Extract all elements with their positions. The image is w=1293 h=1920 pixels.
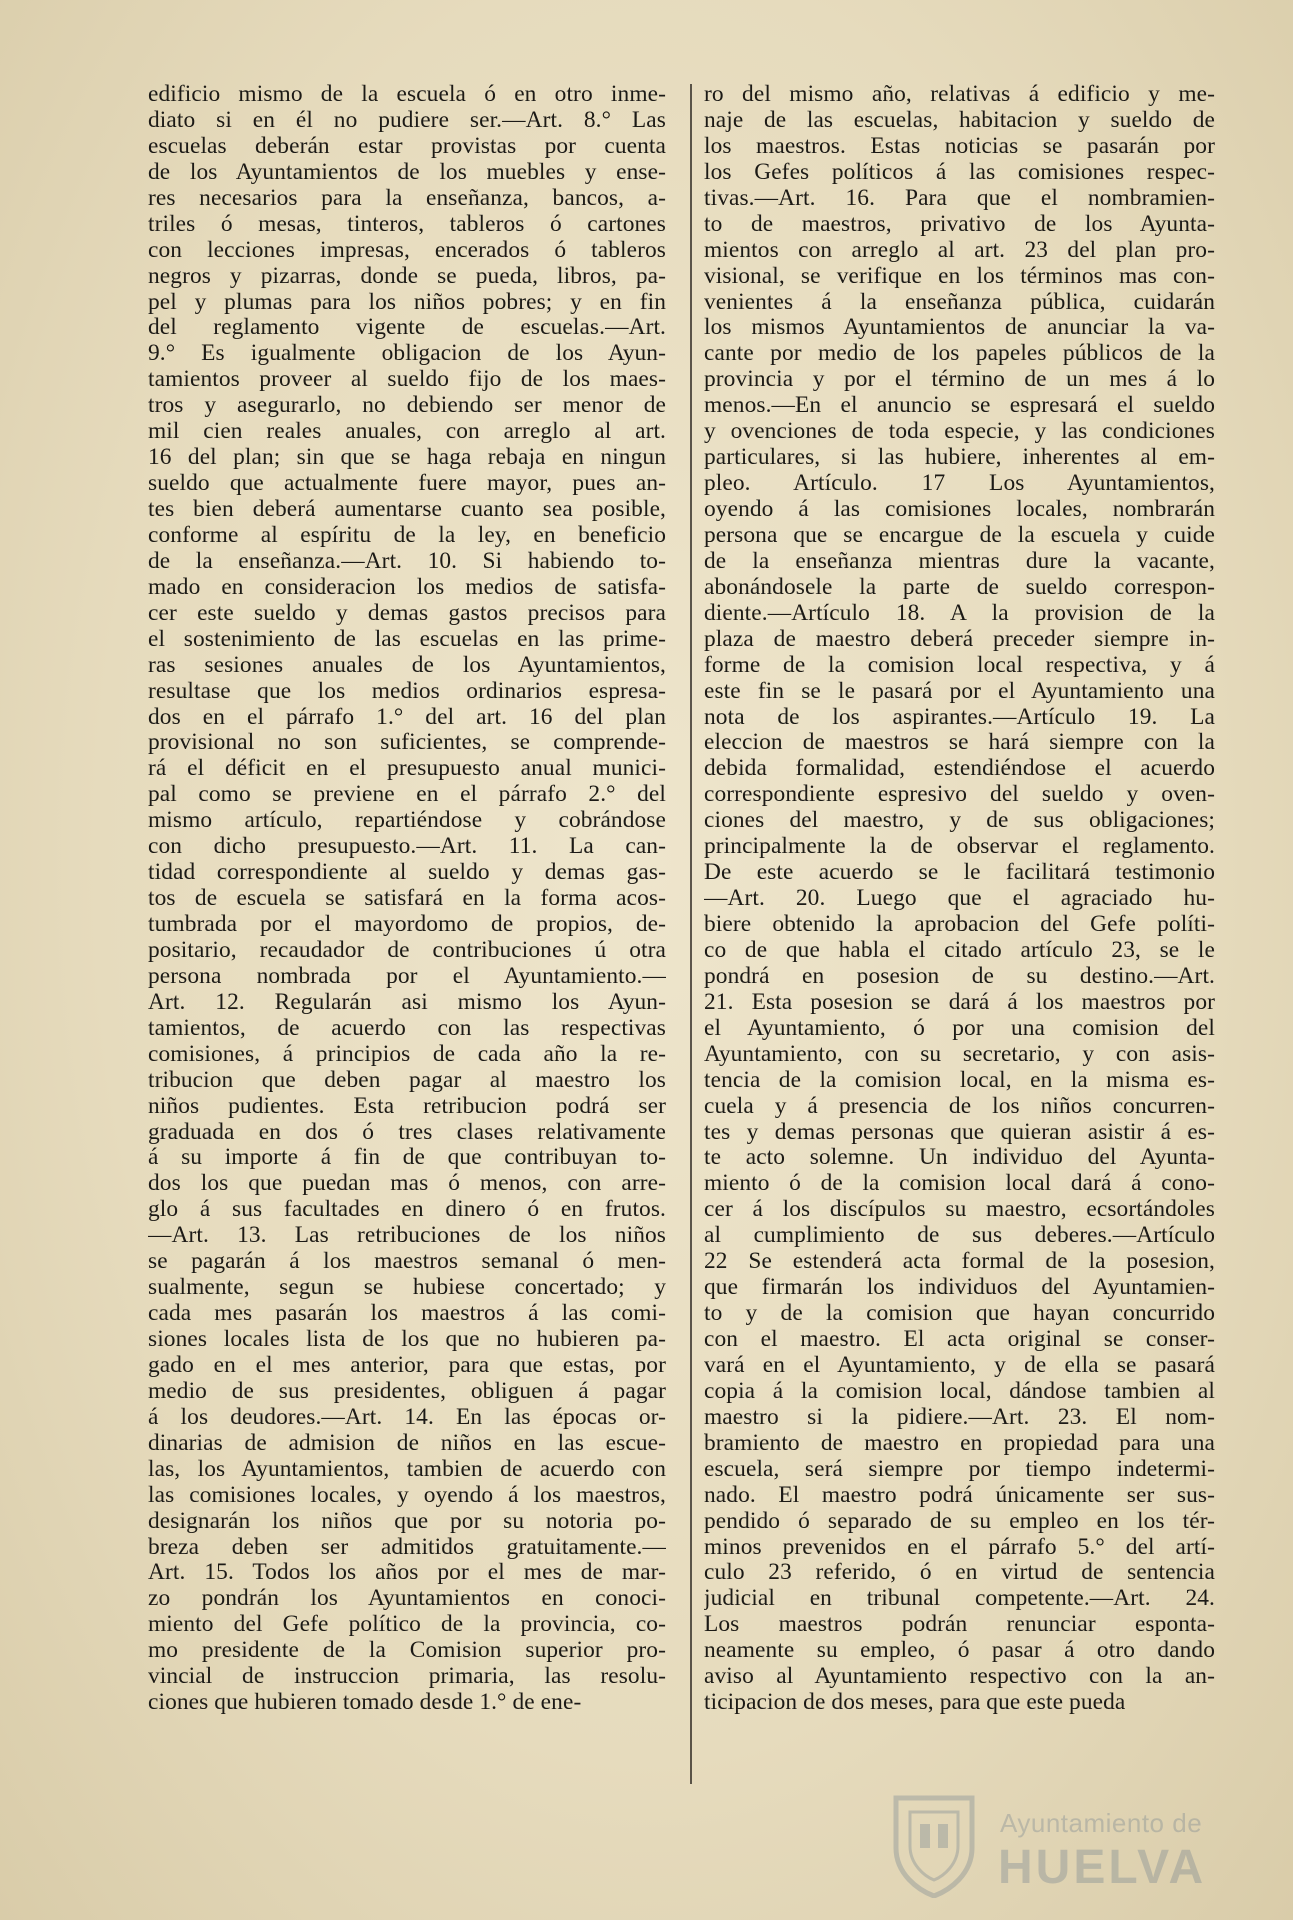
text-line: el Ayuntamiento, ó por una comision del	[704, 1015, 1215, 1041]
text-line: Art. 12. Regularán asi mismo los Ayun-	[148, 989, 666, 1015]
text-line: mientos con arreglo al art. 23 del plan pro-	[704, 237, 1215, 263]
text-line: tamientos proveer al sueldo fijo de los maes-	[148, 367, 666, 393]
text-line: to y de la comision que hayan concurrido	[704, 1301, 1215, 1327]
text-line: medio de sus presidentes, obliguen á pagar	[148, 1378, 666, 1404]
text-line: que firmarán los individuos del Ayuntamien-	[704, 1275, 1215, 1301]
text-line: diente.—Artículo 18. A la provision de la	[704, 600, 1215, 626]
text-line: tes bien deberá aumentarse cuanto sea posible,	[148, 497, 666, 522]
text-line: escuela, será siempre por tiempo indetermi-	[704, 1456, 1215, 1482]
text-line: dinarias de admision de niños en las escue-	[148, 1430, 666, 1456]
text-line: á su importe á fin de que contribuyan to-	[148, 1145, 666, 1171]
text-line: —Art. 13. Las retribuciones de los niños	[148, 1223, 666, 1249]
text-line: dos en el párrafo 1.° del art. 16 del plan	[148, 704, 666, 730]
text-line: pal como se previene en el párrafo 2.° del	[148, 782, 666, 808]
text-line: particulares, si las hubiere, inherentes al em-	[704, 445, 1215, 471]
text-line: niños pudientes. Esta retribucion podrá ser	[148, 1093, 666, 1119]
text-line: copia á la comision local, dándose tambien al	[704, 1378, 1215, 1404]
text-line: pendido ó separado de su empleo en los tér-	[704, 1508, 1215, 1534]
text-line: persona nombrada por el Ayuntamiento.—	[148, 963, 666, 989]
text-line: res necesarios para la enseñanza, bancos, a-	[148, 185, 666, 211]
text-line: escuelas deberán estar provistas por cuenta	[148, 133, 666, 159]
text-line: co de que habla el citado artículo 23, se le	[704, 937, 1215, 963]
text-line: cante por medio de los papeles públicos de la	[704, 341, 1215, 367]
text-line: tribucion que deben pagar al maestro los	[148, 1067, 666, 1093]
column-divider	[690, 84, 692, 1784]
text-line: nota de los aspirantes.—Artículo 19. La	[704, 704, 1215, 730]
text-line: forme de la comision local respectiva, y á	[704, 652, 1215, 678]
text-line: abonándosele la parte de sueldo correspon-	[704, 574, 1215, 600]
text-line: Los maestros podrán renunciar esponta-	[704, 1612, 1215, 1638]
text-line: resultase que los medios ordinarios espresa-	[148, 678, 666, 704]
text-line: De este acuerdo se le facilitará testimonio	[704, 860, 1215, 886]
watermark-line-2: HUELVA	[998, 1841, 1207, 1894]
text-line: las comisiones locales, y oyendo á los maestros,	[148, 1482, 666, 1508]
text-line: provincia y por el término de un mes á lo	[704, 367, 1215, 393]
text-line: tumbrada por el mayordomo de propios, de-	[148, 912, 666, 937]
text-line: eleccion de maestros se hará siempre con la	[704, 730, 1215, 756]
text-line: edificio mismo de la escuela ó en otro inme-	[148, 82, 666, 107]
text-line: mil cien reales anuales, con arreglo al art.	[148, 419, 666, 445]
text-line: vincial de instruccion primaria, las resolu-	[148, 1664, 666, 1690]
text-line: tes y demas personas que quieran asistir á es-	[704, 1119, 1215, 1145]
coat-of-arms-icon	[890, 1790, 978, 1898]
text-line: —Art. 20. Luego que el agraciado hu-	[704, 886, 1215, 912]
text-line: de la enseñanza.—Art. 10. Si habiendo to-	[148, 548, 666, 574]
text-line: maestro si la pidiere.—Art. 23. El nom-	[704, 1404, 1215, 1430]
text-line: las, los Ayuntamientos, tambien de acuerdo con	[148, 1456, 666, 1482]
text-line: cer á los discípulos su maestro, ecsortándoles	[704, 1197, 1215, 1223]
text-line: menos.—En el anuncio se espresará el sueldo	[704, 393, 1215, 419]
text-line: gado en el mes anterior, para que estas, por	[148, 1352, 666, 1378]
text-line: neamente su empleo, ó pasar á otro dando	[704, 1638, 1215, 1664]
text-line: minos prevenidos en el párrafo 5.° del artí-	[704, 1534, 1215, 1560]
text-line: glo á sus facultades en dinero ó en frutos.	[148, 1197, 666, 1223]
text-line: con dicho presupuesto.—Art. 11. La can-	[148, 834, 666, 860]
text-line: tidad correspondiente al sueldo y demas gas-	[148, 860, 666, 886]
text-line: diato si en él no pudiere ser.—Art. 8.° Las	[148, 107, 666, 133]
text-line: cer este sueldo y demas gastos precisos para	[148, 600, 666, 626]
text-line: de los Ayuntamientos de los muebles y ense-	[148, 159, 666, 185]
text-line: comisiones, á principios de cada año la re-	[148, 1041, 666, 1067]
text-line: positario, recaudador de contribuciones ú otra	[148, 937, 666, 963]
text-line: pondrá en posesion de su destino.—Art.	[704, 963, 1215, 989]
text-line: 21. Esta posesion se dará á los maestros por	[704, 989, 1215, 1015]
text-line: este fin se le pasará por el Ayuntamiento una	[704, 678, 1215, 704]
text-line: oyendo á las comisiones locales, nombrarán	[704, 497, 1215, 522]
text-line: ciones del maestro, y de sus obligaciones;	[704, 808, 1215, 834]
text-line: mado en consideracion los medios de satisfa-	[148, 574, 666, 600]
left-text-column	[148, 82, 666, 1716]
text-line: conforme al espíritu de la ley, en beneficio	[148, 522, 666, 548]
text-line: designarán los niños que por su notoria po-	[148, 1508, 666, 1534]
text-line: vará en el Ayuntamiento, y de ella se pasará	[704, 1352, 1215, 1378]
text-line: tencia de la comision local, en la misma es-	[704, 1067, 1215, 1093]
text-line: miento del Gefe político de la provincia, co-	[148, 1612, 666, 1638]
text-line: triles ó mesas, tinteros, tableros ó cartones	[148, 211, 666, 237]
text-line: mo presidente de la Comision superior pro-	[148, 1638, 666, 1664]
text-line: sueldo que actualmente fuere mayor, pues an-	[148, 471, 666, 497]
text-line: negros y pizarras, donde se pueda, libros, pa-	[148, 263, 666, 289]
archive-watermark	[880, 1790, 1240, 1900]
text-line: miento ó de la comision local dará á cono-	[704, 1171, 1215, 1197]
text-line: sualmente, segun se hubiese concertado; y	[148, 1275, 666, 1301]
text-line: 9.° Es igualmente obligacion de los Ayun-	[148, 341, 666, 367]
text-line: tivas.—Art. 16. Para que el nombramien-	[704, 185, 1215, 211]
text-line: mismo artículo, repartiéndose y cobrándose	[148, 808, 666, 834]
text-line: venientes á la enseñanza pública, cuidarán	[704, 289, 1215, 315]
text-line: cada mes pasarán los maestros á las comi-	[148, 1301, 666, 1327]
text-line: ticipacion de dos meses, para que este pueda	[704, 1690, 1126, 1716]
text-line: ras sesiones anuales de los Ayuntamientos,	[148, 652, 666, 678]
text-line: plaza de maestro deberá preceder siempre in-	[704, 626, 1215, 652]
text-line: zo pondrán los Ayuntamientos en conoci-	[148, 1586, 666, 1612]
text-line: persona que se encargue de la escuela y cuide	[704, 522, 1215, 548]
text-line: pleo. Artículo. 17 Los Ayuntamientos,	[704, 471, 1215, 497]
text-line: debida formalidad, estendiéndose el acuerdo	[704, 756, 1215, 782]
text-line: bramiento de maestro en propiedad para una	[704, 1430, 1215, 1456]
text-line: provisional no son suficientes, se comprende-	[148, 730, 666, 756]
text-line: to de maestros, privativo de los Ayunta-	[704, 211, 1215, 237]
text-line: á los deudores.—Art. 14. En las épocas or-	[148, 1404, 666, 1430]
text-line: visional, se verifique en los términos mas con-	[704, 263, 1215, 289]
text-line: los mismos Ayuntamientos de anunciar la va-	[704, 315, 1215, 341]
text-line: rá el déficit en el presupuesto anual munici-	[148, 756, 666, 782]
text-line: correspondiente espresivo del sueldo y oven-	[704, 782, 1215, 808]
text-line: siones locales lista de los que no hubieren pa-	[148, 1327, 666, 1352]
text-line: tros y asegurarlo, no debiendo ser menor de	[148, 393, 666, 419]
text-line: dos los que puedan mas ó menos, con arre-	[148, 1171, 666, 1197]
text-line: ro del mismo año, relativas á edificio y me-	[704, 82, 1215, 107]
text-line: 22 Se estenderá acta formal de la posesion,	[704, 1249, 1215, 1275]
text-line: graduada en dos ó tres clases relativamente	[148, 1119, 666, 1145]
text-line: biere obtenido la aprobacion del Gefe políti-	[704, 912, 1215, 937]
text-line: pel y plumas para los niños pobres; y en fin	[148, 289, 666, 315]
text-line: nado. El maestro podrá únicamente ser sus-	[704, 1482, 1215, 1508]
text-line: el sostenimiento de las escuelas en las prime-	[148, 626, 666, 652]
text-line: tos de escuela se satisfará en la forma acos-	[148, 886, 666, 912]
text-line: breza deben ser admitidos gratuitamente.—	[148, 1534, 666, 1560]
right-text-column	[704, 82, 1215, 1716]
text-line: Art. 15. Todos los años por el mes de mar-	[148, 1560, 666, 1586]
text-line: y ovenciones de toda especie, y las condiciones	[704, 419, 1215, 445]
text-line: con lecciones impresas, encerados ó tableros	[148, 237, 666, 263]
text-line: naje de las escuelas, habitacion y sueldo de	[704, 107, 1215, 133]
text-line: principalmente la de observar el reglamento.	[704, 834, 1215, 860]
text-line: ciones que hubieren tomado desde 1.° de ene-	[148, 1690, 582, 1716]
text-line: tamientos, de acuerdo con las respectivas	[148, 1015, 666, 1041]
text-line: los Gefes políticos á las comisiones respec-	[704, 159, 1215, 185]
text-line: Ayuntamiento, con su secretario, y con asis-	[704, 1041, 1215, 1067]
text-line: del reglamento vigente de escuelas.—Art.	[148, 315, 666, 341]
text-line: al cumplimiento de sus deberes.—Artículo	[704, 1223, 1215, 1249]
text-line: se pagarán á los maestros semanal ó men-	[148, 1249, 666, 1275]
text-line: judicial en tribunal competente.—Art. 24.	[704, 1586, 1215, 1612]
text-line: de la enseñanza mientras dure la vacante,	[704, 548, 1215, 574]
text-line: con el maestro. El acta original se conser-	[704, 1327, 1215, 1352]
text-line: los maestros. Estas noticias se pasarán por	[704, 133, 1215, 159]
text-line: te acto solemne. Un individuo del Ayunta-	[704, 1145, 1215, 1171]
text-line: cuela y á presencia de los niños concurren-	[704, 1093, 1215, 1119]
text-line: culo 23 referido, ó en virtud de sentencia	[704, 1560, 1215, 1586]
text-line: 16 del plan; sin que se haga rebaja en ningun	[148, 445, 666, 471]
text-line: aviso al Ayuntamiento respectivo con la an-	[704, 1664, 1215, 1690]
watermark-line-1: Ayuntamiento de	[1000, 1808, 1203, 1838]
